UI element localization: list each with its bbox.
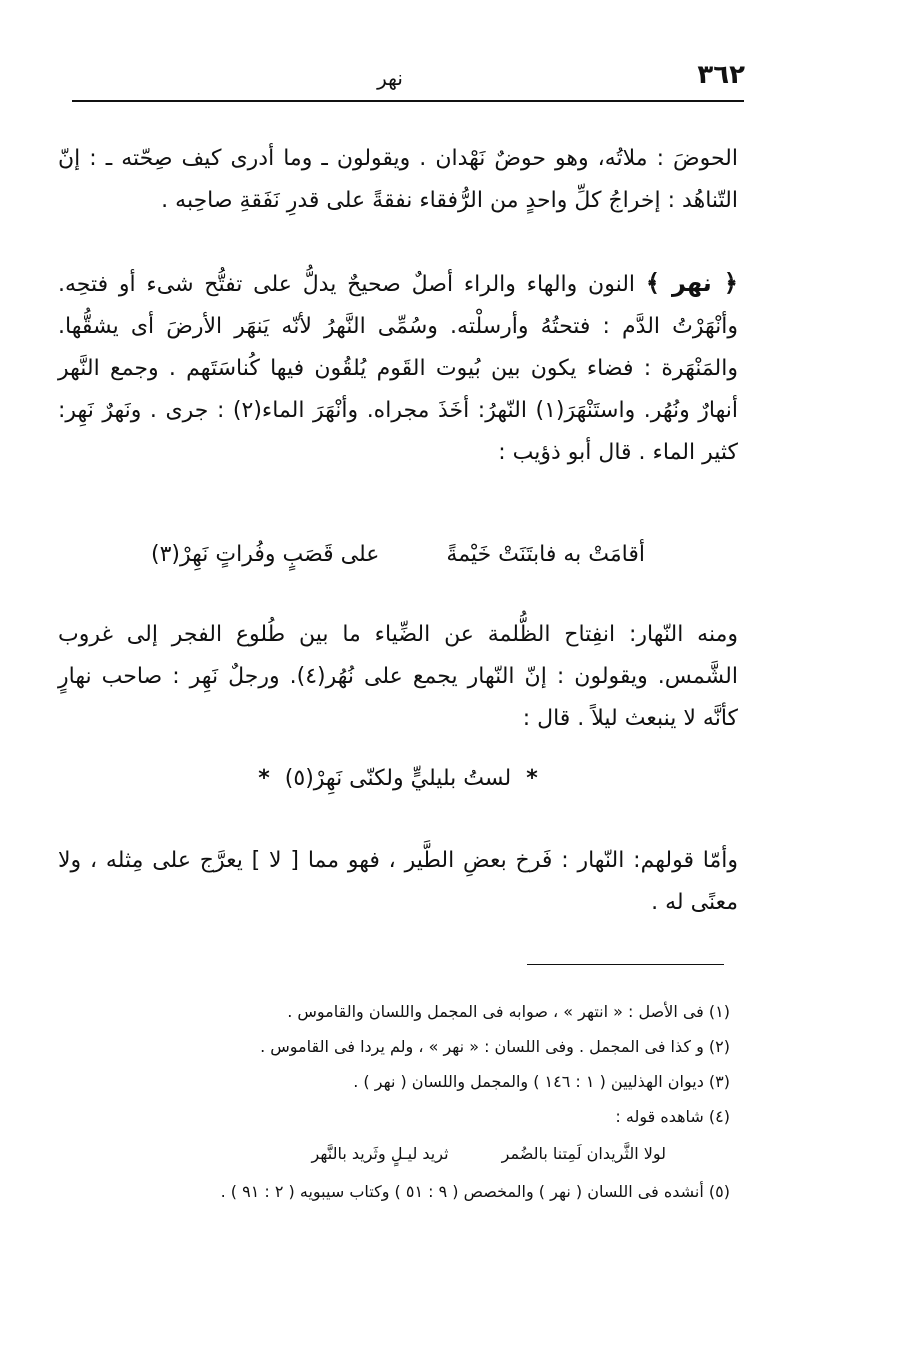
entry-text: النون والهاء والراء أصلٌ صحيحٌ يدلُّ على تفتُّح شىء أو فتحِه. وأنْهَرْتُ الدَّم : فتحتُهُ وأرسلْته. وسُمِّى النَّهرُ لأنّه يَنهَر الأرضَ أى يشقُّها. والمَنْهَرة : فضاء يكون بين بُيوت القَوم يُلقُون فيها كُناسَتَهم . وجمع النَّهر أنهارٌ ونُهُر. واستَنْهَرَ(١) النّهرُ: أخَذَ مجراه. وأنْهَرَ الماء(٢) : جرى . ونَهرٌ نَهِر: كثير الماء . قال أبو ذؤيب : — [58, 272, 738, 465]
verse-lastu-bilayliyy — [58, 766, 738, 791]
verse-second-hemistich: على قَصَبٍ وفُراتٍ نَهِرْ(٣) — [150, 542, 380, 567]
page-number: ٣٦٢ — [697, 60, 745, 90]
entry-paragraph — [58, 262, 738, 474]
running-head: نهر — [377, 66, 403, 90]
footnote-4: (٤) شاهده قوله : — [615, 1107, 730, 1126]
verse-first-hemistich: أقامَتْ به فابتَنَتْ خَيْمةً — [446, 542, 646, 567]
entry-paragraph-farkh: وأمّا قولهم: النّهار : فَرخ بعضِ الطَّير ، فهو مما [ لا ] يعرَّج على مِثله ، ولا معنًى له . — [58, 848, 738, 915]
verse-star-left: * — [258, 766, 270, 791]
footnote-5: (٥) أنشده فى اللسان ( نهر ) والمخصص ( ٩ : ٥١ ) وكتاب سيبويه ( ٢ : ٩١ ) . — [220, 1182, 730, 1201]
entry-paragraph-nahar: ومنه النّهار: انفِتاح الظُّلمة عن الضِّياء ما بين طُلوع الفجر إلى غروب الشَّمس. ويقولون : إنّ النّهار يجمع على نُهُر(٤). ورجلٌ نَهِر : صاحب نهارٍ كأنَّه لا ينبعث ليلاً . قال : — [58, 622, 738, 731]
footnote-rule — [527, 964, 724, 965]
footnote-4-verse — [58, 1134, 730, 1174]
footnote-1: (١) فى الأصل : « انتهر » ، صوابه فى المجمل واللسان والقاموس . — [287, 1002, 730, 1021]
footnote-verse-first: لولا الثَّريدان لَمِتنا بالضُمر — [501, 1144, 666, 1163]
footnote-2: (٢) و كذا فى المجمل . وفى اللسان : « نهر » ، ولم يردا فى القاموس . — [260, 1037, 730, 1056]
entry-headword: ﴿ نهر ﴾ — [645, 269, 738, 297]
intro-paragraph: الحوضَ : ملاتُه، وهو حوضٌ نَهْدان . ويقولون ـ وما أدرى كيف صِحّته ـ : إنّ التّناهُد : إخراجُ كلِّ واحدٍ من الرُّفقاء نفقةً على قدرِ نَفَقةِ صاحِبه . — [58, 146, 738, 213]
header-rule — [72, 100, 744, 102]
footnote-3: (٣) ديوان الهذليين ( ١ : ١٤٦ ) والمجمل واللسان ( نهر ) . — [353, 1072, 730, 1091]
verse-text: لستُ بليليٍّ ولكنّى نَهِرْ(٥) — [284, 766, 512, 791]
verse-star-right: * — [526, 766, 538, 791]
footnote-verse-second: ثريد ليـلٍ وثَريد بالنَّهر — [311, 1144, 449, 1163]
footnotes — [58, 994, 730, 1209]
verse-abu-dhuayb — [58, 542, 738, 567]
